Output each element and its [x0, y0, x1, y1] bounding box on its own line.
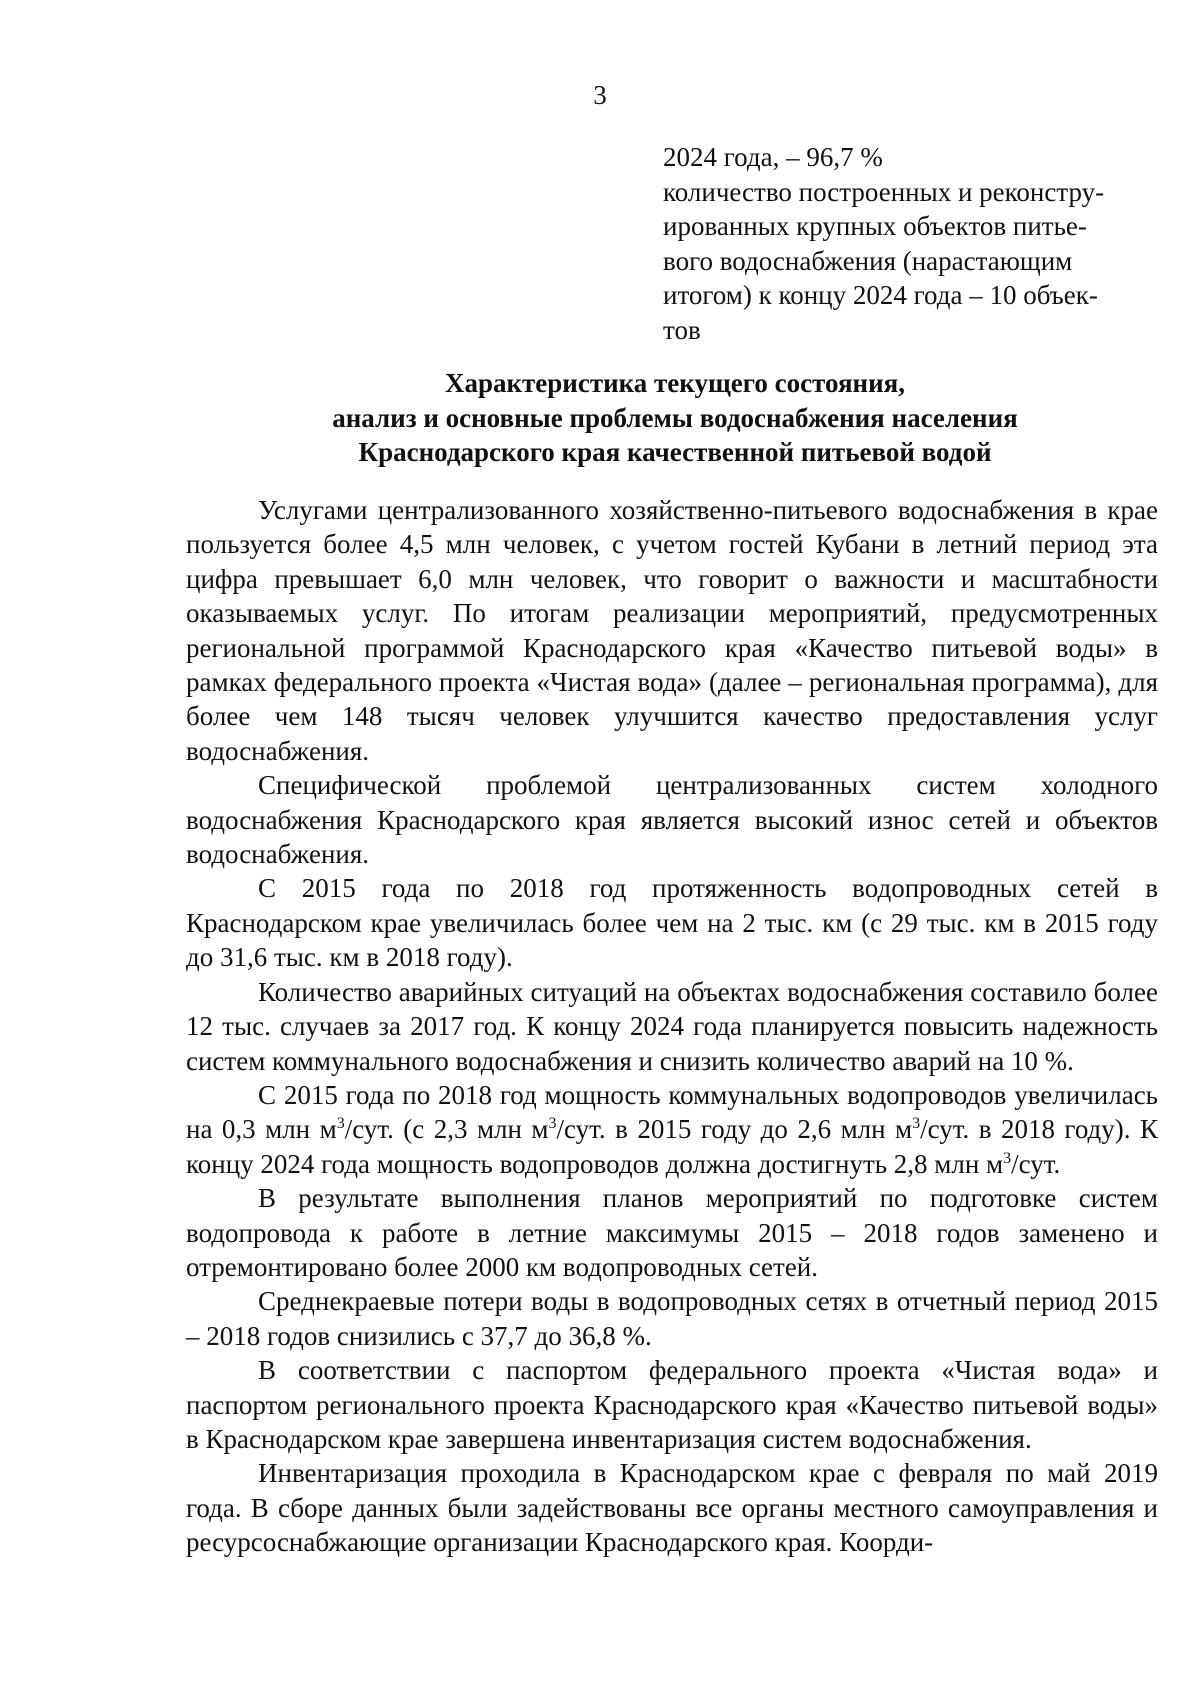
paragraph-network-length: С 2015 года по 2018 год протяженность водопроводных сетей в Краснодарском крае увеличилась более чем на 2 тыс. км (с 29 тыс. км в 2015 году до 31,6 тыс. км в 2018 году).	[186, 873, 1158, 973]
page-number: 3	[593, 80, 607, 110]
heading-line: Характеристика текущего состояния,	[444, 368, 906, 398]
capacity-text: /сут. в 2015 году до 2,6 млн м	[556, 1114, 913, 1145]
capacity-text: /сут. в 2018 году). К концу 2024 года мощность водопроводов должна достигнуть 2,8 млн м	[186, 1114, 1159, 1179]
heading-line: анализ и основные проблемы водоснабжения населения	[332, 402, 1018, 433]
paragraph-water-losses: Среднекраевые потери воды в водопроводных сетях в отчетный период 2015 – 2018 годов снизились с 37,7 до 36,8 %.	[186, 1286, 1158, 1351]
continuation-block	[663, 140, 1121, 348]
capacity-text: /сут. (с 2,3 млн м	[344, 1114, 549, 1145]
paragraph-inventory: Инвентаризация проходила в Краснодарском крае с февраля по май 2019 года. В сборе данных были задействованы все органы местного самоуправления и ресурсоснабжающие организации Краснодарского края. Коорди-	[186, 1458, 1158, 1558]
paragraph-passport: В соответствии с паспортом федерального проекта «Чистая вода» и паспортом регионального проекта Краснодарского края «Качество питьевой воды» в Краснодарском крае завершена инвентаризация систем водоснабжения.	[186, 1355, 1158, 1454]
superscript: 3	[912, 1115, 921, 1133]
paragraph-wear-problem: Специфической проблемой централизованных систем холодного водоснабжения Краснодарского края является высокий износ сетей и объектов водоснабжения.	[186, 770, 1158, 870]
paragraph-repairs: В результате выполнения планов мероприятий по подготовке систем водопровода к работе в летние максимумы 2015 – 2018 годов заменено и отремонтировано более 2000 км водопроводных сетей.	[186, 1183, 1158, 1282]
paragraph-capacity	[186, 1078, 1158, 1181]
superscript: 3	[336, 1115, 345, 1133]
capacity-text: /сут.	[1011, 1148, 1061, 1179]
section-heading	[150, 366, 1200, 470]
capacity-text: С 2015 года по 2018 год мощность коммунальных водопроводов увеличилась на 0,3 млн м	[186, 1079, 1158, 1145]
continuation-line: ированных крупных объектов питье-	[663, 211, 1087, 242]
continuation-line: количество построенных и реконстру-	[663, 176, 1105, 207]
superscript: 3	[548, 1115, 557, 1133]
paragraph-accidents: Количество аварийных ситуаций на объектах водоснабжения составило более 12 тыс. случаев за 2017 год. К концу 2024 года планируется повысить надежность систем коммунального водоснабжения и снизить количество аварий на 10 %.	[186, 976, 1158, 1076]
continuation-line: 2024 года, – 96,7 %	[663, 142, 883, 172]
continuation-line: тов	[663, 314, 701, 345]
continuation-line: вого водоснабжения (нарастающим	[663, 245, 1073, 276]
paragraph-services: Услугами централизованного хозяйственно-питьевого водоснабжения в крае пользуется более 4,5 млн человек, с учетом гостей Кубани в летний период эта цифра превышает 6,0 млн человек, что говорит о важности и масштабности оказываемых услуг. По итогам реализации мероприятий, предусмотренных региональной программой Краснодарского края «Качество питьевой воды» в рамках федерального проекта «Чистая вода» (далее – региональная программа), для более чем 148 тысяч человек улучшится качество предоставления услуг водоснабжения.	[186, 495, 1158, 766]
body-text	[186, 493, 1158, 1560]
continuation-line: итогом) к концу 2024 года – 10 объек-	[663, 280, 1098, 311]
superscript: 3	[1003, 1149, 1012, 1167]
heading-line: Краснодарского края качественной питьевой водой	[358, 437, 992, 468]
